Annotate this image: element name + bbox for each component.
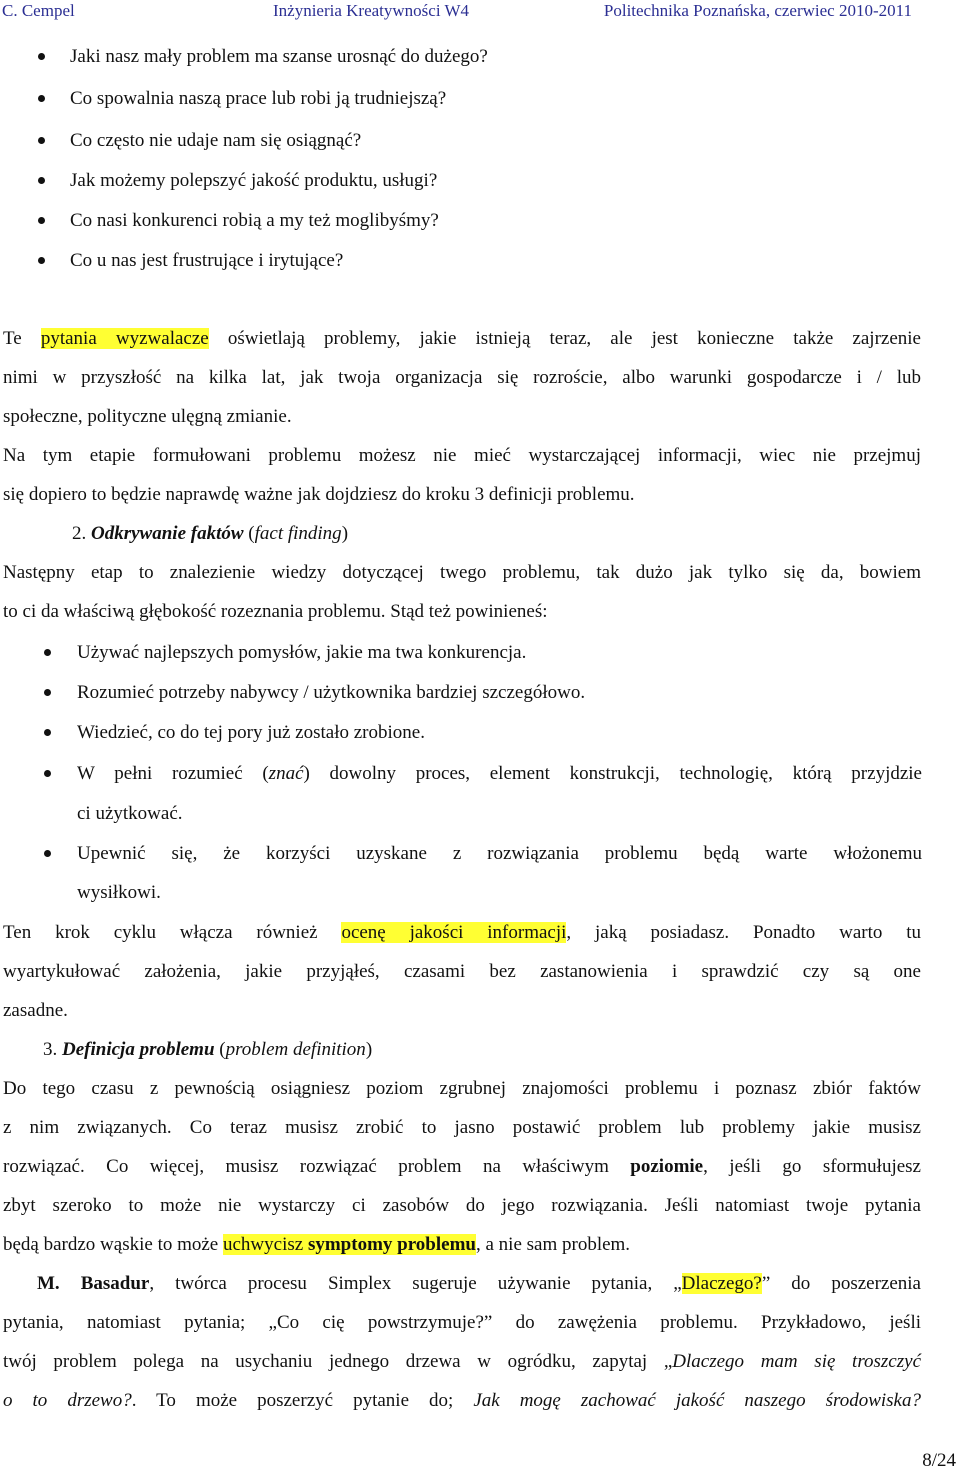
text-line: to ci da właściwą głębokość rozeznania problemu. Stąd też powinieneś: [3, 601, 548, 622]
header-author: C. Cempel [2, 1, 75, 20]
text-line: z nim związanych. Co teraz musisz zrobić to jasno postawić problem lub problemy jakie musisz [3, 1117, 921, 1138]
page-number: 8/24 [922, 1450, 956, 1471]
bullet-icon [38, 177, 45, 184]
list-item-text: Rozumieć potrzeby nabywcy / użytkownika bardziej szczegółowo. [77, 682, 586, 703]
list-item-text: Co nasi konkurenci robią a my też moglibyśmy? [70, 210, 439, 231]
text-line: będą bardzo wąskie to może uchwycisz symptomy problemu, a nie sam problem. [3, 1234, 631, 1255]
bullet-icon [38, 137, 45, 144]
list-item-text: Co u nas jest frustrujące i irytujące? [70, 250, 344, 271]
list-item-text: Co często nie udaje nam się osiągnąć? [70, 130, 362, 151]
bullet-icon [38, 95, 45, 102]
text-line: o to drzewo?. To może poszerzyć pytanie do; Jak mogę zachować jakość naszego środowiska? [3, 1390, 921, 1411]
list-item-text: W pełni rozumieć (znać) dowolny proces, element konstrukcji, technologię, którą przyjdzie [77, 763, 922, 784]
text-line: Ten krok cyklu włącza również ocenę jakości informacji, jaką posiadasz. Ponadto warto tu [3, 922, 921, 943]
section-title: Definicja problemu [62, 1039, 215, 1060]
text-line: Te pytania wyzwalacze oświetlają problemy, jakie istnieją teraz, ale jest konieczne także zajrzenie [3, 328, 921, 349]
text-line: się dopiero to będzie naprawdę ważne jak dojdziesz do kroku 3 definicji problemu. [3, 484, 635, 505]
list-item-text: Co spowalnia naszą prace lub robi ją trudniejszą? [70, 88, 447, 109]
bullet-icon [38, 53, 45, 60]
bullet-icon [44, 649, 51, 656]
section-heading-fact-finding: 2. Odkrywanie faktów (fact finding) [72, 523, 349, 544]
list-item-text: Jaki nasz mały problem ma szanse urosnąć do dużego? [70, 46, 488, 67]
list-item-continuation: wysiłkowi. [77, 882, 161, 903]
list-item-text: Jak możemy polepszyć jakość produktu, usługi? [70, 170, 438, 191]
highlight: uchwycisz symptomy problemu [223, 1234, 476, 1255]
bullet-icon [38, 257, 45, 264]
page-header [0, 0, 960, 22]
text-line: Następny etap to znalezienie wiedzy dotyczącej twego problemu, tak dużo jak tylko się da, bowiem [3, 562, 921, 583]
text-line: Do tego czasu z pewnością osiągniesz poziom zgrubnej znajomości problemu i poznasz zbiór faktów [3, 1078, 921, 1099]
text-line: twój problem polega na usychaniu jednego drzewa w ogródku, zapytaj „Dlaczego mam się troszczyć [3, 1351, 922, 1372]
bullet-icon [38, 217, 45, 224]
bullet-icon [44, 689, 51, 696]
highlight: pytania wyzwalacze [40, 328, 209, 349]
list-item-text: Wiedzieć, co do tej pory już zostało zrobione. [77, 722, 425, 743]
text-line: zbyt szeroko to może nie wystarczy ci zasobów do jego rozwiązania. Jeśli natomiast twoje pytania [3, 1195, 921, 1216]
text-line: M. Basadur, twórca procesu Simplex sugeruje używanie pytania, „Dlaczego?” do poszerzenia [37, 1273, 921, 1294]
highlight: ocenę jakości informacji [341, 922, 567, 943]
text-line: nimi w przyszłość na kilka lat, jak twoja organizacja się rozroście, albo warunki gospodarcze i / lub [3, 367, 921, 388]
bullet-icon [44, 770, 51, 777]
bullet-icon [44, 729, 51, 736]
text-line: zasadne. [3, 1000, 68, 1021]
text-line: wyartykułować założenia, jakie przyjąłeś, czasami bez zastanowienia i sprawdzić czy są one [3, 961, 921, 982]
header-institution: Politechnika Poznańska, czerwiec 2010-2011 [603, 1, 912, 20]
list-item-continuation: ci użytkować. [77, 803, 183, 824]
section-title: Odkrywanie faktów [91, 523, 244, 544]
list-item-text: Używać najlepszych pomysłów, jakie ma twa konkurencja. [77, 642, 527, 663]
section-heading-problem-definition: 3. Definicja problemu (problem definition) [43, 1039, 373, 1060]
text-line: Na tym etapie formułowani problemu możesz nie mieć wystarczającej informacji, wiec nie przejmuj [3, 445, 921, 466]
text-line: społeczne, polityczne ulęgną zmianie. [3, 406, 292, 427]
header-course: Inżynieria Kreatywności W4 [273, 1, 470, 20]
bullet-icon [44, 850, 51, 857]
text-line: rozwiązać. Co więcej, musisz rozwiązać problem na właściwym poziomie, jeśli go sformułujesz [3, 1156, 921, 1177]
highlight: Dlaczego? [681, 1273, 762, 1294]
text-line: pytania, natomiast pytania; „Co cię powstrzymuje?” do zawężenia problemu. Przykładowo, jeśli [3, 1312, 921, 1333]
list-item-text: Upewnić się, że korzyści uzyskane z rozwiązania problemu będą warte włożonemu [77, 843, 922, 864]
